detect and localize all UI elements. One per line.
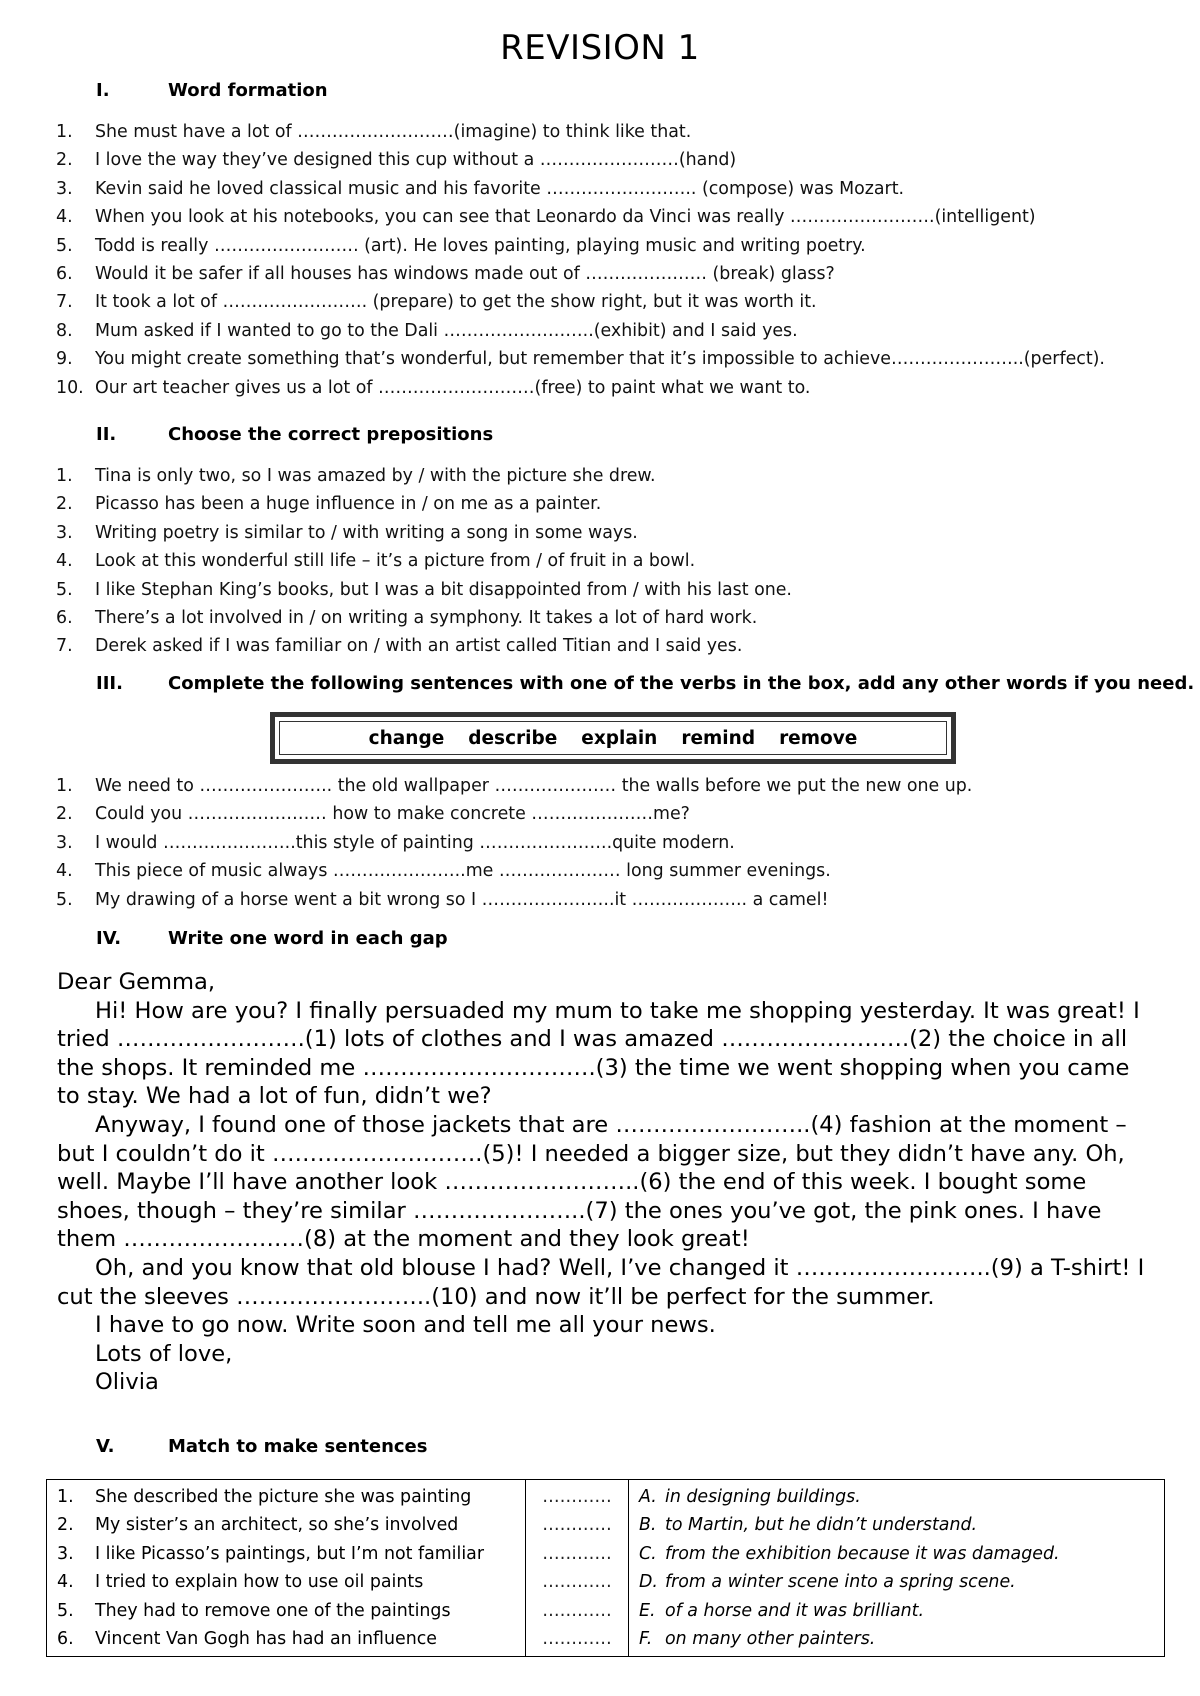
word-formation-list <box>56 118 1105 402</box>
match-ending-text: of a horse and it was brilliant. <box>665 1600 925 1621</box>
item-text: We need to ………………….. the old wallpaper ………………… the walls before we put the new one up. <box>95 776 973 796</box>
match-ending-text: from a winter scene into a spring scene. <box>665 1572 1016 1593</box>
item-text: It took a lot of ……………………. (prepare) to get the show right, but it was worth it. <box>95 292 817 313</box>
match-row <box>47 1480 1165 1512</box>
list-item <box>56 519 792 547</box>
item-text: Our art teacher gives us a lot of ………………………(free) to paint what we want to. <box>95 377 811 398</box>
match-row <box>47 1511 1165 1539</box>
item-number: 5. <box>56 235 73 256</box>
section-heading-gaps <box>96 928 448 949</box>
match-row <box>47 1625 1165 1657</box>
section-numeral: IV. <box>96 928 122 949</box>
section-title: Word formation <box>168 80 328 101</box>
match-ending-text: to Martin, but he didn’t understand. <box>665 1515 978 1536</box>
item-number: 6. <box>56 607 73 628</box>
item-text: Tina is only two, so I was amazed by / with the picture she drew. <box>95 466 656 486</box>
item-number: 7. <box>56 636 73 657</box>
section-heading-verbs <box>96 673 1194 694</box>
item-number: 5. <box>56 579 73 600</box>
answer-blank[interactable]: ………… <box>526 1480 629 1512</box>
verb-sentences-list <box>56 772 972 914</box>
match-start-text: I like Picasso’s paintings, but I’m not familiar <box>95 1543 484 1564</box>
item-text: I love the way they’ve designed this cup without a ……………………(hand) <box>95 150 737 171</box>
item-text: This piece of music always …………………..me ………………… long summer evenings. <box>95 861 831 882</box>
letter <box>57 968 1147 1397</box>
letter-signature: Olivia <box>95 1369 159 1396</box>
match-start-text: They had to remove one of the paintings <box>95 1600 451 1621</box>
match-ending-text: on many other painters. <box>665 1629 876 1650</box>
match-start <box>47 1540 526 1568</box>
list-item <box>56 632 792 660</box>
item-text: She must have a lot of ………………………(imagine) to think like that. <box>95 122 692 142</box>
item-number: 8. <box>56 320 73 341</box>
letter-paragraph: Oh, and you know that old blouse I had? Well, I’ve changed it ……………………..(9) a T-shirt! I cut the sleeves ……………………..(10) and now it’ll be perfect for the summer. <box>57 1254 1145 1310</box>
list-item <box>56 772 972 800</box>
item-number: 6. <box>56 263 73 284</box>
item-text: I would …………………..this style of painting …………………..quite modern. <box>95 832 735 853</box>
match-row <box>47 1540 1165 1568</box>
match-table <box>46 1479 1165 1657</box>
match-letter: A. <box>639 1487 657 1507</box>
match-start <box>47 1511 526 1539</box>
prepositions-list <box>56 462 792 661</box>
match-ending-text: from the exhibition because it was damaged. <box>665 1543 1060 1564</box>
verb-box <box>270 712 956 764</box>
item-text: You might create something that’s wonderful, but remember that it’s impossible to achieve…………………..(perfect). <box>95 349 1105 370</box>
verb-option: change <box>368 727 445 749</box>
item-number: 4. <box>56 551 73 572</box>
match-ending-text: in designing buildings. <box>665 1487 861 1507</box>
match-start <box>47 1625 526 1657</box>
section-title: Write one word in each gap <box>168 928 448 949</box>
item-text: I like Stephan King’s books, but I was a bit disappointed from / with his last one. <box>95 579 792 600</box>
match-letter: C. <box>639 1543 657 1564</box>
item-number: 2. <box>56 494 73 515</box>
item-text: Picasso has been a huge influence in / on me as a painter. <box>95 494 602 515</box>
list-item <box>56 857 972 885</box>
list-item <box>56 462 792 490</box>
item-number: 5. <box>56 889 73 910</box>
match-ending <box>629 1540 1165 1568</box>
section-heading-word-formation <box>96 80 328 101</box>
match-start-text: I tried to explain how to use oil paints <box>95 1572 424 1593</box>
item-number: 4. <box>56 207 73 228</box>
match-number: 5. <box>57 1600 74 1621</box>
letter-paragraph: Anyway, I found one of those jackets that are ……………………..(4) fashion at the moment – but I couldn’t do it ……………………….(5)! I needed a bigger size, but they didn’t have any. Oh, well. Maybe I’ll have another look ……………………..(6) the end of this week. I bought some shoes, though – they’re similar …………………..(7) the ones you’ve got, the pink ones. I have them ……………………(8) at the moment and they look great! <box>57 1111 1127 1253</box>
page-title: REVISION 1 <box>500 28 700 68</box>
verb-option: remove <box>779 727 858 749</box>
match-number: 3. <box>57 1543 74 1564</box>
match-ending <box>629 1480 1165 1512</box>
section-title: Complete the following sentences with one of the verbs in the box, add any other words if you need. <box>168 673 1195 694</box>
match-letter: D. <box>639 1572 658 1593</box>
item-text: Could you …………………… how to make concrete …………………me? <box>95 804 690 825</box>
verb-box-inner <box>279 721 947 755</box>
item-text: There’s a lot involved in / on writing a symphony. It takes a lot of hard work. <box>95 607 758 628</box>
item-number: 1. <box>56 776 73 796</box>
answer-blank[interactable]: ………… <box>526 1625 629 1657</box>
match-letter: F. <box>639 1629 653 1650</box>
verb-option: describe <box>468 727 558 749</box>
list-item <box>56 232 1105 260</box>
list-item <box>56 118 1105 146</box>
match-start-text: She described the picture she was painting <box>95 1487 472 1507</box>
answer-blank[interactable]: ………… <box>526 1568 629 1596</box>
verb-option: explain <box>581 727 658 749</box>
list-item <box>56 260 1105 288</box>
match-number: 4. <box>57 1572 74 1593</box>
answer-blank[interactable]: ………… <box>526 1597 629 1625</box>
match-number: 2. <box>57 1515 74 1536</box>
item-text: My drawing of a horse went a bit wrong so I …………………..it ……………….. a camel! <box>95 889 829 910</box>
match-ending <box>629 1597 1165 1625</box>
list-item <box>56 800 972 828</box>
item-number: 3. <box>56 178 73 199</box>
list-item <box>56 317 1105 345</box>
match-ending <box>629 1568 1165 1596</box>
list-item <box>56 547 792 575</box>
item-number: 2. <box>56 150 73 171</box>
section-numeral: V. <box>96 1436 115 1457</box>
item-text: Kevin said he loved classical music and his favorite …………………….. (compose) was Mozart. <box>95 178 905 199</box>
list-item <box>56 288 1105 316</box>
letter-greeting: Dear Gemma, <box>57 969 216 995</box>
match-row <box>47 1597 1165 1625</box>
answer-blank[interactable]: ………… <box>526 1511 629 1539</box>
list-item <box>56 203 1105 231</box>
list-item <box>56 175 1105 203</box>
list-item <box>56 146 1105 174</box>
item-text: Writing poetry is similar to / with writing a song in some ways. <box>95 522 638 543</box>
list-item <box>56 576 792 604</box>
list-item <box>56 490 792 518</box>
match-start-text: Vincent Van Gogh has had an influence <box>95 1629 437 1650</box>
match-start <box>47 1480 526 1512</box>
section-numeral: I. <box>96 80 110 101</box>
match-row <box>47 1568 1165 1596</box>
item-number: 7. <box>56 292 73 313</box>
section-numeral: II. <box>96 424 117 445</box>
list-item <box>56 345 1105 373</box>
item-number: 9. <box>56 349 73 370</box>
item-text: Look at this wonderful still life – it’s a picture from / of fruit in a bowl. <box>95 551 696 572</box>
match-ending <box>629 1625 1165 1657</box>
list-item <box>56 829 972 857</box>
item-number: 10. <box>56 377 84 398</box>
item-number: 4. <box>56 861 73 882</box>
answer-blank[interactable]: ………… <box>526 1540 629 1568</box>
item-text: Mum asked if I wanted to go to the Dali ……………………..(exhibit) and I said yes. <box>95 320 798 341</box>
section-numeral: III. <box>96 673 123 694</box>
match-letter: E. <box>639 1600 656 1621</box>
item-number: 3. <box>56 832 73 853</box>
section-heading-match <box>96 1436 427 1457</box>
list-item <box>56 374 1105 402</box>
list-item <box>56 604 792 632</box>
section-heading-prepositions <box>96 424 493 445</box>
item-text: Would it be safer if all houses has windows made out of ………………… (break) glass? <box>95 263 835 284</box>
list-item <box>56 886 972 914</box>
item-text: When you look at his notebooks, you can see that Leonardo da Vinci was really …………………….(intelligent) <box>95 207 1036 228</box>
match-start-text: My sister’s an architect, so she’s involved <box>95 1515 459 1536</box>
item-text: Todd is really ……………………. (art). He loves painting, playing music and writing poetry. <box>95 235 866 256</box>
match-number: 1. <box>57 1487 74 1507</box>
match-number: 6. <box>57 1629 74 1650</box>
letter-closing: Lots of love, <box>95 1340 233 1367</box>
item-text: Derek asked if I was familiar on / with an artist called Titian and I said yes. <box>95 636 743 657</box>
section-title: Choose the correct prepositions <box>168 424 494 445</box>
item-number: 1. <box>56 466 73 486</box>
letter-paragraph: Hi! How are you? I finally persuaded my mum to take me shopping yesterday. It was great! I tried …………………….(1) lots of clothes and I was amazed …………………….(2) the choice in all the shops. It reminded me ………………………….(3) the time we went shopping when you came to stay. We had a lot of fun, didn’t we? <box>57 997 1140 1110</box>
match-start <box>47 1597 526 1625</box>
item-number: 2. <box>56 804 73 825</box>
section-title: Match to make sentences <box>168 1436 428 1457</box>
letter-paragraph: I have to go now. Write soon and tell me all your news. <box>95 1312 716 1339</box>
match-letter: B. <box>639 1515 657 1536</box>
item-number: 3. <box>56 522 73 543</box>
match-start <box>47 1568 526 1596</box>
item-number: 1. <box>56 122 73 142</box>
verb-option: remind <box>681 727 756 749</box>
match-ending <box>629 1511 1165 1539</box>
